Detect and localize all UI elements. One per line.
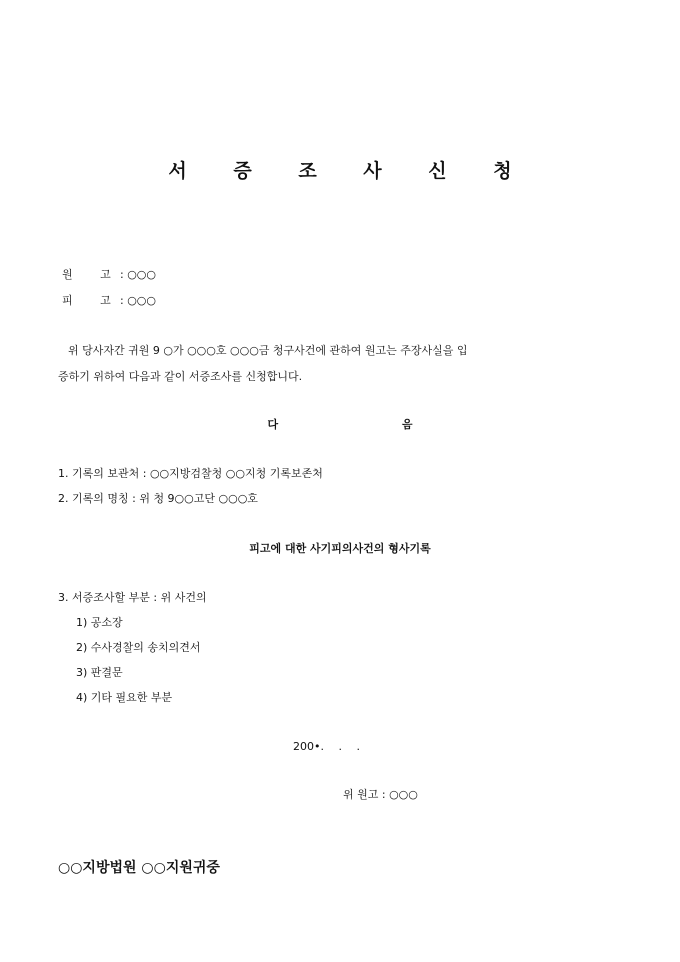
item-3: 3. 서증조사할 부분 : 위 사건의 [58,591,207,604]
signature-line: 위 원고 : ○○○ [343,788,418,801]
record-title: 피고에 대한 사기피의사건의 형사기록 [249,542,431,555]
court-addressee: ○○지방법원 ○○지원귀중 [58,860,220,876]
intro-line-1: 위 당사자간 귀원 9 ○가 ○○○호 ○○○금 청구사건에 관하여 원고는 주장사실을 입 [68,344,468,357]
plaintiff-line [62,266,156,282]
plaintiff-value: : ○○○ [120,268,156,281]
notice-heading: 다 음 [267,418,473,431]
defendant-label: 피 고 [62,294,123,307]
sub-item-4: 4) 기타 필요한 부분 [76,691,173,704]
item-2: 2. 기록의 명칭 : 위 청 9○○고단 ○○○호 [58,492,258,505]
defendant-line [62,292,156,308]
item-1: 1. 기록의 보관처 : ○○지방검찰청 ○○지청 기록보존처 [58,467,323,480]
sub-item-3: 3) 판결문 [76,666,123,679]
plaintiff-label: 원 고 [62,268,123,281]
intro-line-2: 증하기 위하여 다음과 같이 서증조사를 신청합니다. [58,370,303,383]
sub-item-2: 2) 수사경찰의 송치의견서 [76,641,201,654]
document-title: 서 증 조 사 신 청 [168,160,532,182]
date-line: 200•. . . [293,740,360,753]
defendant-value: : ○○○ [120,294,156,307]
sub-item-1: 1) 공소장 [76,616,123,629]
